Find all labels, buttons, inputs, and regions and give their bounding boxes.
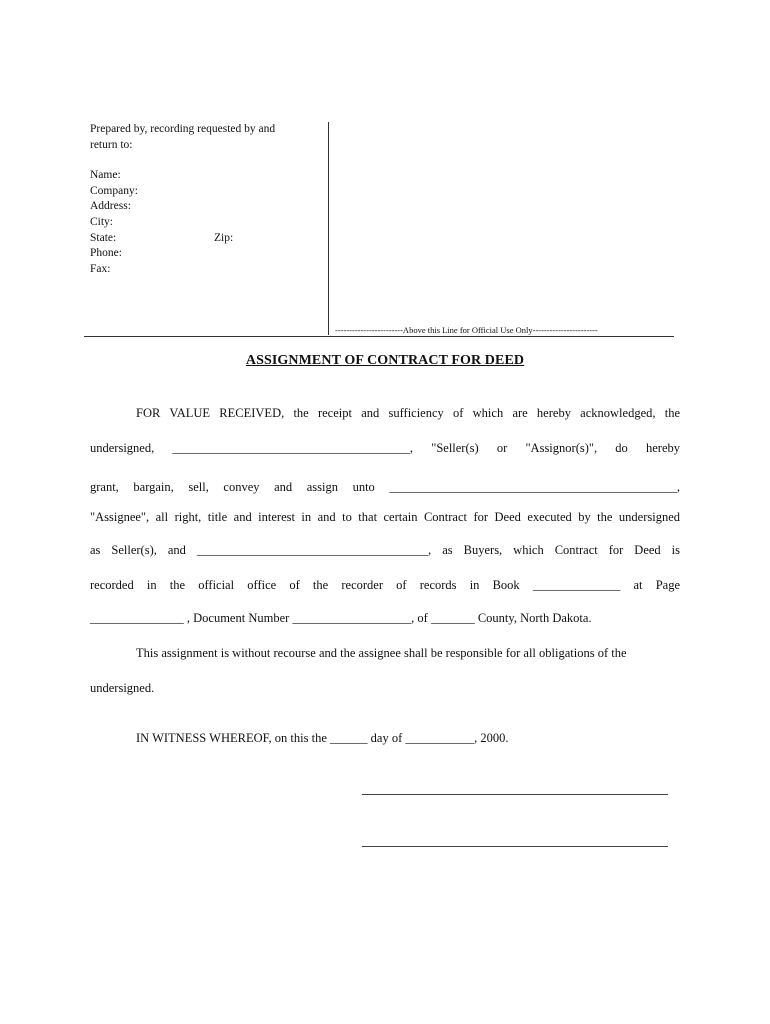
body-line-7: _______________ , Document Number ___________________, of _______ County, North Dakota. [90, 611, 592, 625]
body-line-4: "Assignee", all right, title and interest in and to that certain Contract for Deed executed by the undersigned [90, 510, 680, 524]
company-label: Company: [90, 184, 138, 197]
header-horizontal-divider [84, 336, 674, 337]
official-use-caption: ------------------------Above this Line for Official Use Only----------------------- [335, 325, 598, 335]
state-label: State: [90, 231, 117, 244]
signature-line-2 [362, 846, 668, 847]
body-line-5: as Seller(s), and _____________________________________, as Buyers, which Contract for Deed is [90, 543, 680, 557]
zip-label: Zip: [214, 231, 234, 244]
body-line-6: recorded in the official office of the recorder of records in Book ______________ at Page [90, 578, 680, 592]
prepared-by-block [90, 122, 328, 277]
name-label: Name: [90, 169, 121, 182]
body-line-1: FOR VALUE RECEIVED, the receipt and sufficiency of which are hereby acknowledged, the [136, 406, 680, 420]
body-line-8: This assignment is without recourse and the assignee shall be responsible for all obligations of the [136, 646, 627, 660]
city-label: City: [90, 215, 114, 228]
document-title: ASSIGNMENT OF CONTRACT FOR DEED [245, 353, 525, 368]
witness-line: IN WITNESS WHEREOF, on this the ______ day of ___________, 2000. [136, 731, 509, 745]
phone-label: Phone: [90, 247, 122, 260]
body-line-2: undersigned, ______________________________________, "Seller(s) or "Assignor(s)", do hereby [90, 441, 680, 455]
signature-line-1 [362, 794, 668, 795]
address-label: Address: [90, 200, 131, 213]
fax-label: Fax: [90, 262, 111, 275]
spacer [90, 153, 328, 168]
prepared-by-line-1: Prepared by, recording requested by and [90, 123, 276, 135]
body-line-9: undersigned. [90, 681, 155, 695]
header-vertical-divider [328, 122, 329, 335]
body-line-3: grant, bargain, sell, convey and assign unto ______________________________________________, [90, 480, 680, 494]
prepared-by-line-2: return to: [90, 138, 133, 151]
state-zip-row [90, 231, 328, 247]
